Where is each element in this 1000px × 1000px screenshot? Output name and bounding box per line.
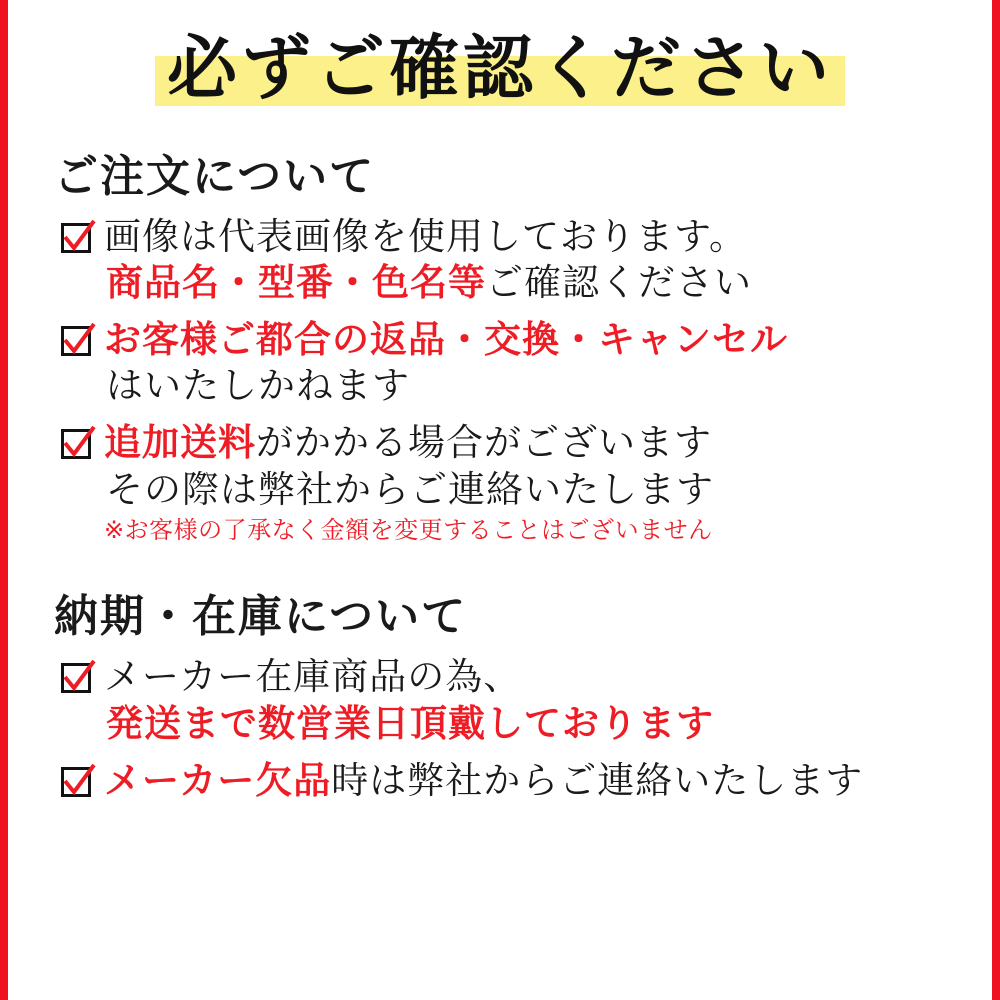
- list-item-line: 画像は代表画像を使用しております。: [104, 214, 748, 258]
- page-title-wrapper: [42, 0, 958, 112]
- list-item-line: 商品名・型番・色名等ご確認ください: [106, 261, 752, 305]
- list-item-line: 発送まで数営業日頂戴しております: [106, 701, 714, 745]
- section-order: [42, 140, 958, 547]
- section-delivery: [42, 580, 958, 804]
- list-item-text: [104, 317, 958, 410]
- list-item: [58, 654, 958, 747]
- list-item-line: 追加送料がかかる場合がございます: [104, 420, 712, 464]
- list-item-text: [104, 758, 958, 805]
- list-item: [58, 317, 958, 410]
- list-item: [58, 214, 958, 307]
- checkbox-checked-icon: [58, 762, 98, 802]
- checkbox-checked-icon: [58, 658, 98, 698]
- list-item-text: [104, 214, 958, 307]
- page-title: [155, 27, 845, 112]
- list-item-line: メーカー在庫商品の為、: [104, 655, 522, 699]
- list-item-text: [104, 654, 958, 747]
- list-item-line: その際は弊社からご連絡いたします: [106, 467, 714, 511]
- checkbox-checked-icon: [58, 218, 98, 258]
- notice-content: [8, 0, 992, 1000]
- section-heading-delivery: 納期・在庫について: [54, 591, 468, 643]
- list-item: [58, 758, 958, 805]
- list-item-line: はいたしかねます: [106, 364, 410, 408]
- list-item-line: メーカー欠品時は弊社からご連絡いたします: [104, 758, 864, 802]
- list-item-line: お客様ご都合の返品・交換・キャンセル: [104, 317, 788, 361]
- list-item-text: [104, 420, 958, 546]
- page-title-text: 必ずご確認ください: [167, 27, 833, 109]
- list-item: [58, 420, 958, 546]
- checkbox-checked-icon: [58, 424, 98, 464]
- list-item-note: ※お客様の了承なく金額を変更することはございません: [104, 516, 713, 545]
- section-heading-order: ご注文について: [54, 150, 376, 202]
- checkbox-checked-icon: [58, 321, 98, 361]
